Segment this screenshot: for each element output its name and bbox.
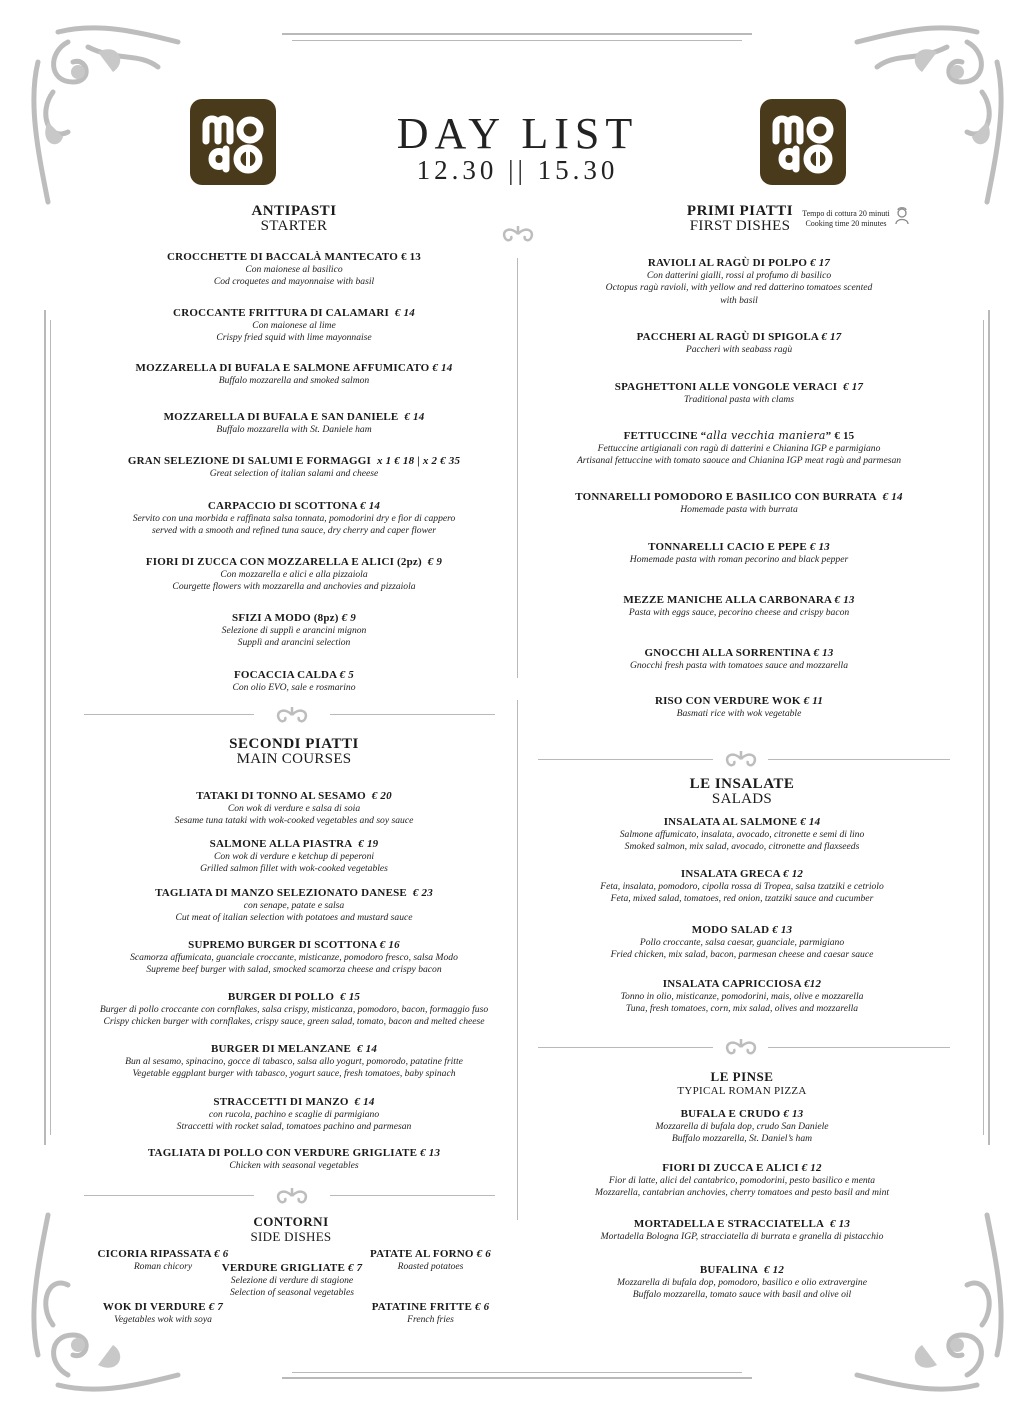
item-price: € 14 — [394, 307, 415, 319]
item-price: € 9 — [341, 612, 356, 624]
menu-item — [549, 541, 929, 566]
menu-item — [84, 556, 504, 594]
item-name: MOZZARELLA DI BUFALA E SALMONE AFFUMICATO € 14 — [135, 362, 453, 374]
item-price: € 9 — [427, 556, 443, 568]
section-divider-rule — [538, 759, 713, 760]
item-price: € 23 — [412, 887, 433, 899]
item-name: GNOCCHI ALLA SORRENTINA € 13 — [644, 647, 834, 659]
menu-item — [84, 500, 504, 538]
item-price: € 13 — [813, 647, 834, 659]
item-name: PACCHERI AL RAGÙ DI SPIGOLA € 17 — [636, 331, 842, 343]
menu-item — [94, 612, 494, 650]
item-name: RAVIOLI AL RAGÙ DI POLPO € 17 — [647, 257, 831, 269]
fleur-divider-icon — [271, 1184, 313, 1206]
menu-item — [549, 924, 935, 962]
item-desc-it: Roasted potatoes — [397, 1261, 464, 1272]
item-desc-en: Fried chicken, mix salad, bacon, parmesan cheese and caesar sauce — [610, 949, 874, 961]
item-price: € 12 — [801, 1162, 822, 1174]
item-name: INSALATA CAPRICCIOSA €12 — [662, 978, 822, 990]
menu-item — [92, 1248, 234, 1273]
pinse-subtitle: TYPICAL ROMAN PIZZA — [677, 1085, 807, 1097]
item-desc-en: Straccetti with rocket salad, tomatoes pachino and parmesan — [176, 1121, 412, 1133]
item-price: €12 — [804, 978, 822, 990]
item-desc-it: Pollo croccante, salsa caesar, guanciale, parmigiano — [639, 937, 845, 948]
item-desc-it: Pasta with eggs sauce, pecorino cheese and crispy bacon — [628, 607, 850, 618]
menu-item — [94, 411, 494, 436]
item-desc-en: Cut meat of italian selection with potatoes and mustard sauce — [175, 912, 413, 924]
section-divider-rule — [330, 714, 495, 715]
item-desc-en: Tuna, fresh tomatoes, corn, mix salad, olives and mozzarella — [625, 1003, 859, 1015]
item-desc-en: served with a smooth and refined tuna sauce, dry cherry and caper flower — [152, 525, 436, 537]
item-name: SPAGHETTONI ALLE VONGOLE VERACI € 17 — [614, 381, 864, 393]
menu-item — [94, 251, 494, 289]
item-price: € 17 — [810, 257, 831, 269]
item-price: € 12 — [783, 868, 804, 880]
item-price: € 14 — [360, 500, 381, 512]
item-price: € 7 — [347, 1262, 363, 1274]
item-price: € 7 — [208, 1301, 224, 1313]
item-desc-en: Buffalo mozzarella, tomato sauce with basil and olive oil — [632, 1289, 852, 1301]
secondi-header — [189, 737, 399, 767]
pinse-title: LE PINSE — [710, 1069, 774, 1084]
item-price: € 5 — [339, 669, 355, 681]
antipasti-title: ANTIPASTI — [251, 203, 337, 219]
menu-item — [214, 1262, 370, 1300]
item-desc-en: Selection of seasonal vegetables — [230, 1287, 354, 1299]
section-divider-rule — [538, 1047, 713, 1048]
cooking-time-note — [796, 209, 896, 228]
item-desc-it: Mozzarella di bufala dop, crudo San Daniele — [655, 1121, 829, 1132]
item-desc-it: Basmati rice with wok vegetable — [676, 708, 802, 719]
item-name: RISO CON VERDURE WOK € 11 — [654, 695, 824, 707]
item-price: € 13 — [783, 1108, 804, 1120]
contorni-subtitle: SIDE DISHES — [250, 1229, 332, 1244]
menu-item — [84, 887, 504, 925]
item-name: BUFALA E CRUDO € 13 — [680, 1108, 804, 1120]
item-price: € 13 — [772, 924, 793, 936]
chef-icon — [892, 206, 912, 226]
item-name: WOK DI VERDURE € 7 — [102, 1301, 224, 1313]
item-price: € 13 — [420, 1147, 441, 1159]
item-desc-it: Buffalo mozzarella with St. Daniele ham — [216, 424, 372, 435]
item-desc-it: Roman chicory — [133, 1261, 193, 1272]
item-name: PATATE AL FORNO € 6 — [370, 1248, 491, 1260]
item-desc-it: French fries — [407, 1314, 454, 1325]
menu-item — [94, 669, 494, 694]
item-desc-it: Salmone affumicato, insalata, avocado, citronette e semi di lino — [619, 829, 865, 840]
primi-title: PRIMI PIATTI — [686, 203, 794, 219]
item-desc-it: Paccheri with seabass ragù — [685, 344, 793, 355]
menu-item — [549, 1162, 935, 1200]
menu-item — [549, 1218, 935, 1243]
item-price: € 13 — [834, 594, 855, 606]
item-desc-en: Sesame tuna tataki with wok-cooked vegetables and soy sauce — [174, 815, 414, 827]
section-divider-rule — [84, 714, 254, 715]
menu-item — [74, 1043, 514, 1081]
item-price: € 14 — [800, 816, 821, 828]
cooking-time-it: Tempo di cottura 20 minuti — [802, 209, 890, 218]
insalate-subtitle: SALADS — [711, 791, 773, 807]
page-title: DAY LIST — [396, 109, 639, 158]
antipasti-subtitle: STARTER — [260, 218, 328, 234]
item-price: € 14 — [404, 411, 425, 423]
item-desc-it: Con olio EVO, sale e rosmarino — [232, 682, 356, 693]
menu-item — [549, 257, 929, 307]
top-border-rule — [282, 33, 752, 35]
left-border-rule — [44, 310, 46, 1145]
item-name-script: alla vecchia maniera — [706, 429, 826, 442]
item-name: STRACCETTI DI MANZO € 14 — [213, 1096, 375, 1108]
item-price: € 6 — [476, 1248, 491, 1260]
item-name: MODO SALAD € 13 — [691, 924, 793, 936]
item-desc-it: Selezione di supplì e arancini mignon — [221, 625, 367, 636]
secondi-subtitle: MAIN COURSES — [236, 751, 352, 767]
menu-item — [74, 939, 514, 977]
item-name: FIORI DI ZUCCA E ALICI € 12 — [662, 1162, 822, 1174]
item-price: € 14 — [882, 491, 903, 503]
item-desc-it: Fettuccine artigianali con ragù di datterini e Chianina IGP e parmigiano — [597, 443, 881, 454]
contorni-header — [211, 1214, 371, 1244]
menu-item — [358, 1301, 503, 1326]
section-divider-rule — [84, 1195, 254, 1196]
item-name: CROCCANTE FRITTURA DI CALAMARI € 14 — [173, 307, 415, 319]
item-price: € 6 — [474, 1301, 490, 1313]
fleur-divider-icon — [720, 1035, 762, 1057]
right-border-rule-2 — [983, 320, 984, 1135]
section-divider-rule — [768, 1047, 950, 1048]
menu-item — [84, 1147, 504, 1172]
menu-item — [549, 868, 935, 906]
left-border-rule-2 — [50, 320, 51, 1135]
pinse-header — [642, 1069, 842, 1099]
item-price: € 13 — [830, 1218, 851, 1230]
menu-item — [539, 491, 939, 516]
section-divider-rule — [330, 1195, 495, 1196]
item-desc-en: Octopus ragù ravioli, with yellow and red datterino tomatoes scented — [605, 282, 873, 294]
item-desc-it: Mozzarella di bufala dop, pomodoro, basilico e olio extravergine — [617, 1277, 867, 1288]
center-divider-rule-2 — [517, 700, 518, 1220]
item-name: CROCCHETTE DI BACCALÀ MANTECATO € 13 — [166, 251, 421, 263]
item-desc-it: Scamorza affumicata, guanciale croccante, misticanze, pomodoro fresco, salsa Modo — [130, 952, 458, 963]
item-name: BURGER DI POLLO € 15 — [227, 991, 361, 1003]
item-name: GRAN SELEZIONE DI SALUMI E FORMAGGI x 1 € 18 | x 2 € 35 — [127, 455, 461, 467]
item-desc-en: Mozzarella, cantabrian anchovies, cherry tomatoes and pesto basil and mint — [594, 1187, 890, 1199]
item-name: BUFALINA € 12 — [699, 1264, 785, 1276]
item-name: SUPREMO BURGER DI SCOTTONA € 16 — [188, 939, 400, 951]
item-desc-it: Homemade pasta with burrata — [680, 504, 798, 515]
item-desc-it: Homemade pasta with roman pecorino and black pepper — [629, 554, 849, 565]
item-name: TATAKI DI TONNO AL SESAMO € 20 — [196, 790, 392, 802]
item-name: VERDURE GRIGLIATE € 7 — [221, 1262, 363, 1274]
item-price: € 12 — [764, 1264, 785, 1276]
item-desc-it: Con wok di verdure e salsa di soia — [227, 803, 361, 814]
item-desc-en: Crispy chicken burger with cornflakes, crispy sauce, green salad, tomato, bacon and melted cheese — [103, 1016, 485, 1028]
item-name: SALMONE ALLA PIASTRA € 19 — [209, 838, 379, 850]
item-name: INSALATA AL SALMONE € 14 — [663, 816, 821, 828]
item-price: € 14 — [432, 362, 453, 374]
bottom-border-rule-2 — [292, 1372, 742, 1373]
item-price: € 17 — [821, 331, 842, 343]
item-price: € 19 — [358, 838, 379, 850]
item-desc-en: Grilled salmon fillet with wok-cooked vegetables — [200, 863, 388, 875]
menu-item — [64, 991, 524, 1029]
item-desc-it: Bun al sesamo, spinacino, gocce di tabasco, salsa allo yogurt, pomorodo, patatine fritte — [125, 1056, 463, 1067]
center-divider-rule — [517, 258, 518, 678]
primi-subtitle: FIRST DISHES — [689, 218, 791, 234]
item-name: CICORIA RIPASSATA € 6 — [97, 1248, 229, 1260]
item-price: € 16 — [379, 939, 400, 951]
cooking-time-en: Cooking time 20 minutes — [805, 218, 887, 228]
item-price: € 15 — [340, 991, 361, 1003]
menu-item — [94, 307, 494, 345]
secondi-title: SECONDI PIATTI — [229, 736, 359, 752]
top-border-rule-2 — [292, 40, 742, 41]
item-desc-it: Gnocchi fresh pasta with tomatoes sauce and mozzarella — [629, 660, 849, 671]
item-name: SFIZI A MODO (8pz) € 9 — [232, 612, 356, 624]
item-desc-it: Mortadella Bologna IGP, stracciatella di burrata e granella di pistacchio — [600, 1231, 884, 1242]
item-name: FOCACCIA CALDA € 5 — [233, 669, 355, 681]
menu-item — [549, 1264, 935, 1302]
item-name: TONNARELLI CACIO E PEPE € 13 — [648, 541, 830, 553]
item-desc-it: Chicken with seasonal vegetables — [229, 1160, 359, 1171]
menu-item — [549, 978, 935, 1016]
contorni-title: CONTORNI — [253, 1214, 329, 1229]
item-desc-en: Vegetable eggplant burger with tabasco, yogurt sauce, fresh tomatoes, baby spinach — [132, 1068, 456, 1080]
item-desc-it: Tonno in olio, misticanze, pomodorini, mais, olive e mozzarella — [620, 991, 864, 1002]
menu-item — [539, 429, 939, 468]
insalate-title: LE INSALATE — [689, 776, 795, 792]
item-name: TAGLIATA DI POLLO CON VERDURE GRIGLIATE € 13 — [147, 1147, 441, 1159]
insalate-header — [662, 777, 822, 807]
item-desc-en: Artisanal fettuccine with tomato saouce and Chianina IGP meat ragù and parmesan — [576, 455, 902, 467]
item-desc-it: Feta, insalata, pomodoro, cipolla rossa di Tropea, salsa tzatziki e cetriolo — [600, 881, 884, 892]
menu-item — [549, 594, 929, 619]
menu-item — [94, 362, 494, 387]
menu-item — [549, 1108, 935, 1146]
item-desc-en: Buffalo mozzarella, St. Daniel’s ham — [671, 1133, 813, 1145]
item-desc-en: Feta, mixed salad, tomatoes, red onion, tzatziki sauce and cucumber — [610, 893, 874, 905]
item-price: € 14 — [356, 1043, 378, 1055]
item-desc-it: Con maionese al lime — [252, 320, 336, 331]
menu-item — [84, 790, 504, 828]
item-price: x 1 € 18 | x 2 € 35 — [376, 455, 461, 467]
menu-item — [92, 1301, 234, 1326]
menu-item — [549, 381, 929, 406]
menu-item — [358, 1248, 503, 1273]
item-name: MEZZE MANICHE ALLA CARBONARA € 13 — [623, 594, 855, 606]
right-border-rule — [988, 310, 990, 1145]
item-desc-it: Vegetables wok with soya — [114, 1314, 212, 1325]
menu-item — [549, 647, 929, 672]
item-desc-it: Con maionese al basilico — [245, 264, 343, 275]
menu-item — [549, 695, 929, 720]
item-desc-en: Crispy fried squid with lime mayonnaise — [216, 332, 372, 344]
item-desc-it: Great selection of italian salami and cheese — [209, 468, 379, 479]
item-price: € 11 — [803, 695, 824, 707]
item-name: CARPACCIO DI SCOTTONA € 14 — [207, 500, 381, 512]
item-name: PATATINE FRITTE € 6 — [371, 1301, 490, 1313]
fleur-divider-icon — [271, 703, 313, 725]
item-name: FETTUCCINE “alla vecchia maniera” € 15 — [623, 429, 855, 442]
item-price: € 17 — [843, 381, 864, 393]
item-price: € 13 — [809, 541, 830, 553]
item-name: TAGLIATA DI MANZO SELEZIONATO DANESE € 23 — [155, 887, 433, 899]
item-desc-it: Buffalo mozzarella and smoked salmon — [218, 375, 370, 386]
fleur-divider-icon — [720, 747, 762, 769]
item-desc-it: con rucola, pachino e scaglie di parmigiano — [208, 1109, 380, 1120]
item-name: MOZZARELLA DI BUFALA E SAN DANIELE € 14 — [163, 411, 425, 423]
item-desc-en: Cod croquetes and mayonnaise with basil — [213, 276, 375, 288]
item-desc-it: Servito con una morbida e raffinata salsa tonnata, pomodorini dry e fior di cappero — [132, 513, 456, 524]
bottom-border-rule — [282, 1377, 752, 1379]
item-desc-en: Smoked salmon, mix salad, avocado, citronette and flaxseeds — [624, 841, 860, 853]
item-desc-it: Con datterini gialli, rossi al profumo di basilico — [646, 270, 832, 281]
menu-item — [84, 1096, 504, 1134]
item-price: € 20 — [371, 790, 392, 802]
item-desc-it: Con wok di verdure e ketchup di peperoni — [213, 851, 375, 862]
item-desc-en: Supreme beef burger with salad, smocked scamorza cheese and crispy bacon — [146, 964, 442, 976]
item-desc-it: Traditional pasta with clams — [683, 394, 795, 405]
item-price: € 14 — [354, 1096, 375, 1108]
corner-ornament-bottom-left-icon — [28, 1195, 218, 1395]
antipasti-header — [194, 204, 394, 234]
item-desc-it: Selezione di verdure di stagione — [230, 1275, 354, 1286]
item-desc-en: Supplì and arancini selection — [237, 637, 351, 649]
item-name: FIORI DI ZUCCA CON MOZZARELLA E ALICI (2pz) € 9 — [145, 556, 443, 568]
menu-item — [84, 838, 504, 876]
menu-item — [549, 331, 929, 356]
item-price: € 6 — [214, 1248, 229, 1260]
opening-hours: 12.30 || 15.30 — [416, 155, 619, 185]
item-name: INSALATA GRECA € 12 — [680, 868, 804, 880]
menu-item — [84, 455, 504, 480]
item-desc-en-2: with basil — [720, 294, 758, 306]
fleur-divider-icon — [497, 222, 539, 244]
item-name: BURGER DI MELANZANE € 14 — [210, 1043, 378, 1055]
item-desc-it: Burger di pollo croccante con cornflakes, salsa crispy, misticanza, pomodoro, bacon, formaggio fuso — [99, 1004, 489, 1015]
item-desc-it: Con mozzarella e alici e alla pizzaiola — [220, 569, 368, 580]
item-desc-it: Fior di latte, alici del cantabrico, pomodorini, pesto basilico e menta — [608, 1175, 876, 1186]
item-name: TONNARELLI POMODORO E BASILICO CON BURRATA € 14 — [575, 491, 903, 503]
section-divider-rule — [768, 759, 950, 760]
menu-item — [549, 816, 935, 854]
item-desc-it: con senape, patate e salsa — [243, 900, 345, 911]
item-name: MORTADELLA E STRACCIATELLA € 13 — [633, 1218, 851, 1230]
item-desc-en: Courgette flowers with mozzarella and anchovies and pizzaiola — [172, 581, 416, 593]
